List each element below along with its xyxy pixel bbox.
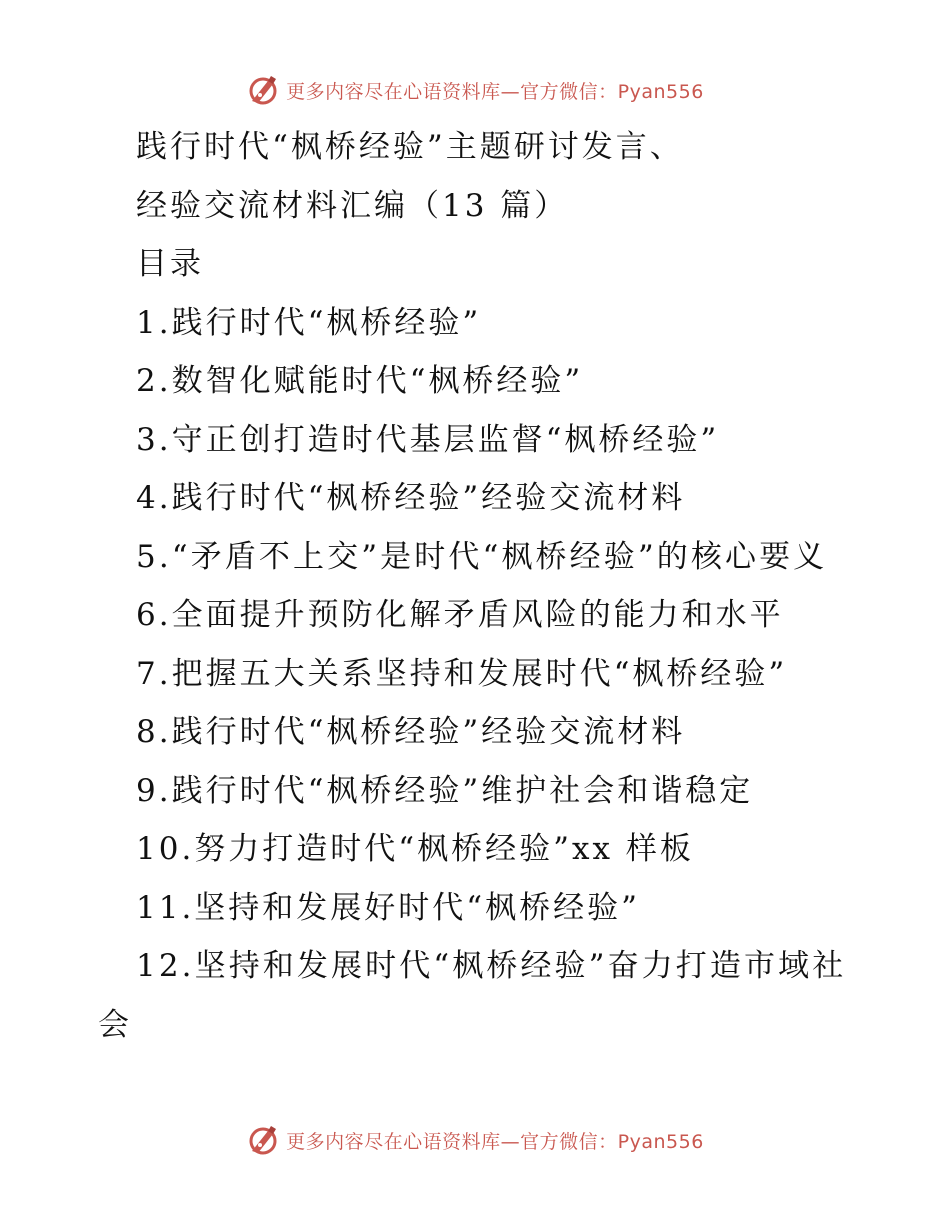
toc-item: 2.数智化赋能时代“枫桥经验” [136, 363, 584, 399]
document-title-line-2: 经验交流材料汇编（13 篇） [136, 187, 569, 224]
toc-item: 5.“矛盾不上交”是时代“枫桥经验”的核心要义 [136, 538, 828, 575]
toc-item: 9.践行时代“枫桥经验”维护社会和谐稳定 [136, 772, 754, 809]
watermark-banner-top [0, 70, 950, 110]
toc-item: 7.把握五大关系坚持和发展时代“枫桥经验” [136, 655, 788, 692]
toc-item: 1.践行时代“枫桥经验” [136, 304, 482, 341]
toc-heading: 目录 [136, 246, 204, 282]
document-body [98, 118, 858, 1054]
watermark-content [246, 1123, 704, 1157]
toc-item: 4.践行时代“枫桥经验”经验交流材料 [136, 480, 686, 516]
pen-logo-icon [246, 73, 280, 107]
toc-item: 10.努力打造时代“枫桥经验”xx 样板 [136, 831, 694, 867]
toc-item: 8.践行时代“枫桥经验”经验交流材料 [136, 714, 686, 750]
watermark-content [246, 73, 704, 107]
watermark-banner-bottom [0, 1120, 950, 1160]
toc-item: 12.坚持和发展时代“枫桥经验”奋力打造市域社会 [98, 948, 847, 1043]
watermark-text: 更多内容尽在心语资料库—官方微信：Pyan556 [286, 80, 704, 103]
toc-item: 11.坚持和发展好时代“枫桥经验” [136, 889, 640, 926]
document-title-line-1: 践行时代“枫桥经验”主题研讨发言、 [136, 129, 684, 165]
pen-logo-icon [246, 1123, 280, 1157]
toc-item: 6.全面提升预防化解矛盾风险的能力和水平 [136, 597, 784, 633]
toc-item: 3.守正创打造时代基层监督“枫桥经验” [136, 421, 720, 458]
watermark-text: 更多内容尽在心语资料库—官方微信：Pyan556 [286, 1130, 704, 1153]
